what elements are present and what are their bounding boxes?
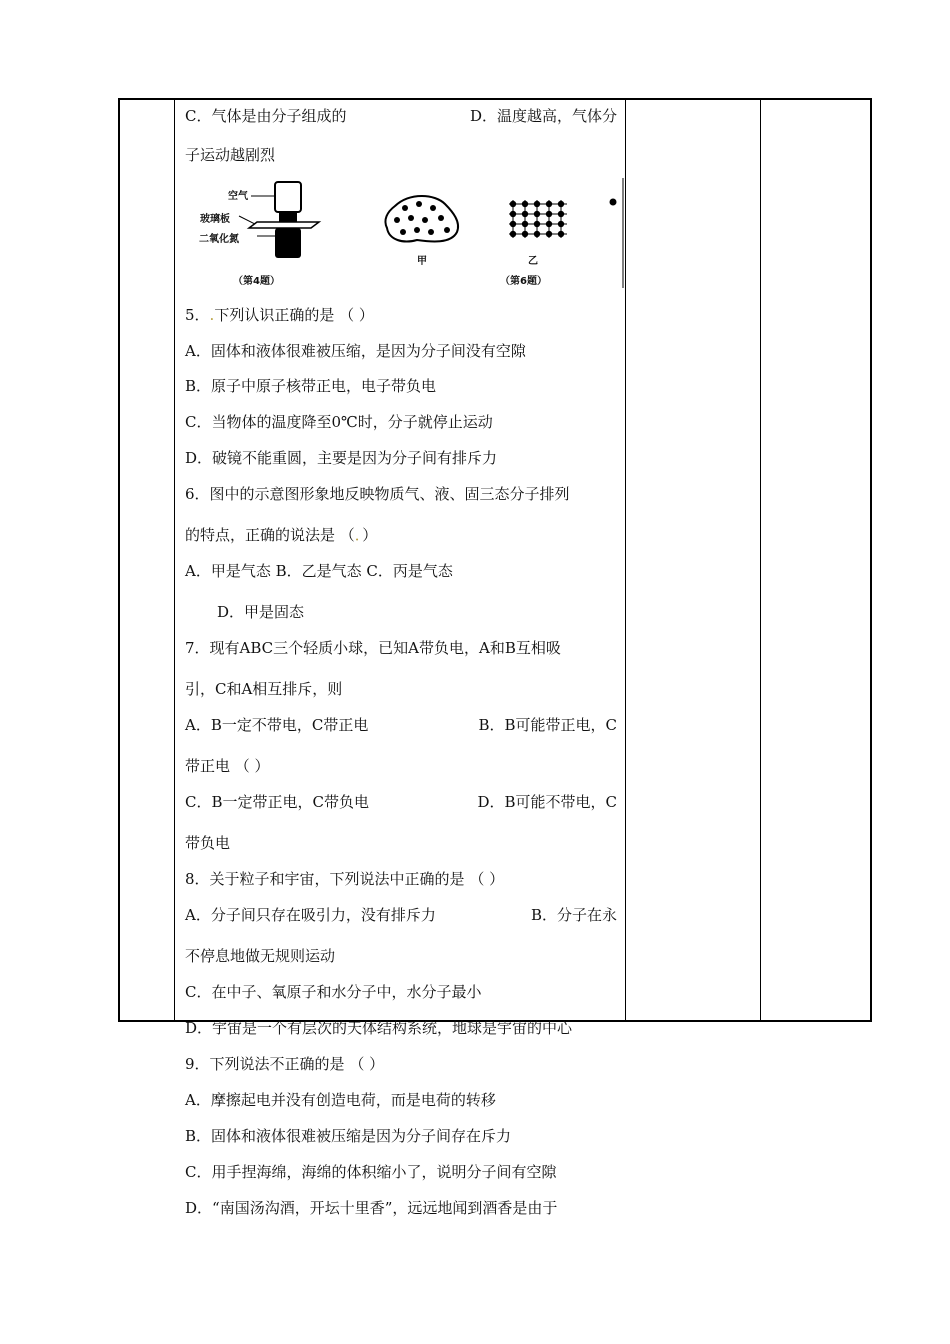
options-ab: A．分子间只存在吸引力，没有排斥力 B．分子在永 (185, 906, 617, 924)
option-d: D．宇宙是一个有层次的天体结构系统，地球是宇宙的中心 (185, 1019, 573, 1037)
column-divider-1 (174, 98, 175, 1022)
question-5: 5．.下列认识正确的是 （ ） (185, 306, 374, 324)
label-jia: 甲 (417, 256, 427, 267)
option-d: D．甲是固态 (217, 603, 305, 621)
question-7: 7．现有ABC三个轻质小球，已知A带负电，A和B互相吸 (185, 639, 561, 657)
caption-figure-6: （第6题） (500, 276, 547, 287)
option-c: C．在中子、氧原子和水分子中，水分子最小 (185, 983, 482, 1001)
text-line: 子运动越剧烈 (185, 146, 276, 164)
option-a: A．固体和液体很难被压缩，是因为分子间没有空隙 (185, 342, 526, 360)
label-nitrogen-dioxide: 二氧化氮 (199, 234, 239, 245)
label-air: 空气 (228, 191, 248, 202)
options-abc: A．甲是气态 B．乙是气态 C．丙是气态 (185, 562, 453, 580)
line-c-gas (185, 106, 617, 126)
column-divider-3 (760, 98, 761, 1022)
question-6-cont: 的特点，正确的说法是 （．） (185, 526, 378, 544)
option-text: C．气体是由分子组成的 (185, 107, 347, 125)
options-ab: A．B一定不带电，C带正电 B．B可能带正电，C (185, 716, 617, 734)
option-b: B．原子中原子核带正电，电子带负电 (185, 377, 437, 395)
option-d: D．破镜不能重圆，主要是因为分子间有排斥力 (185, 449, 498, 467)
label-yi: 乙 (528, 256, 538, 267)
option-c: C．用手捏海绵，海绵的体积缩小了，说明分子间有空隙 (185, 1163, 557, 1181)
option-a: A．摩擦起电并没有创造电荷，而是电荷的转移 (185, 1091, 496, 1109)
figure-strip (195, 178, 625, 290)
option-c: C．当物体的温度降至0℃时，分子就停止运动 (185, 413, 493, 431)
text-line: 带负电 (185, 834, 231, 852)
question-9: 9．下列说法不正确的是 （ ） (185, 1055, 385, 1073)
text-line: 不停息地做无规则运动 (185, 947, 336, 965)
text-line: 带正电 （ ） (185, 757, 270, 775)
question-8: 8．关于粒子和宇宙，下列说法中正确的是 （ ） (185, 870, 505, 888)
option-d: D．“南国汤沟酒，开坛十里香”，远远地闻到酒香是由于 (185, 1199, 558, 1217)
question-7-cont: 引，C和A相互排斥，则 (185, 680, 343, 698)
column-divider-2 (625, 98, 626, 1022)
options-cd: C．B一定带正电，C带负电 D．B可能不带电，C (185, 793, 617, 811)
option-b: B．固体和液体很难被压缩是因为分子间存在斥力 (185, 1127, 512, 1145)
caption-figure-4: （第4题） (233, 276, 280, 287)
label-glass-plate: 玻璃板 (200, 214, 230, 225)
question-6: 6．图中的示意图形象地反映物质气、液、固三态分子排列 (185, 485, 570, 503)
option-text: D．温度越高，气体分 (469, 107, 617, 125)
